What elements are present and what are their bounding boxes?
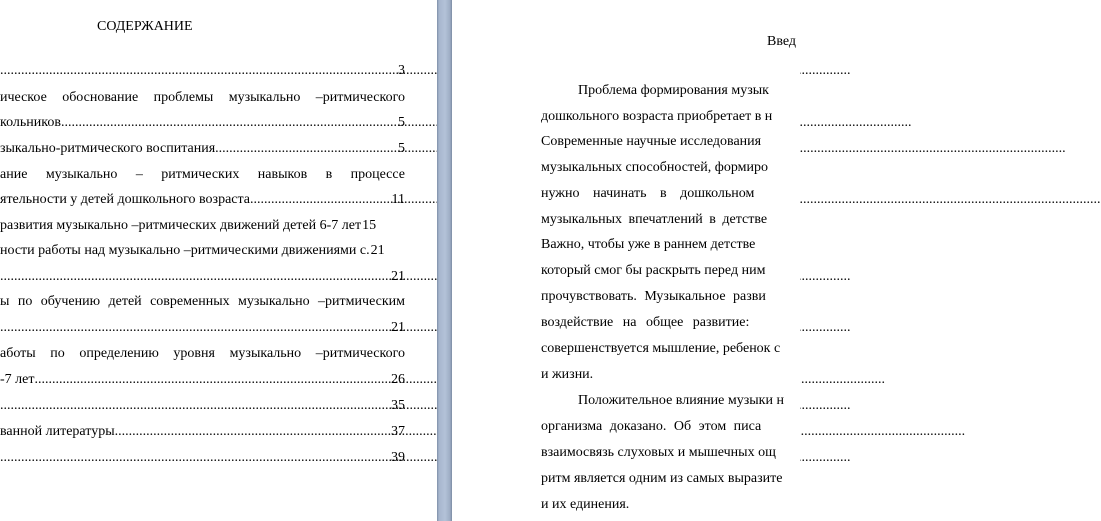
- toc-page-number: 21: [370, 243, 385, 258]
- dot-leader: [0, 448, 390, 468]
- dot-leader: [61, 113, 397, 133]
- toc-entry[interactable]: кольников ..... 5: [0, 113, 405, 133]
- toc-page-number: 21: [391, 320, 405, 335]
- text-line: воздействие на общее развитие:: [541, 315, 750, 330]
- toc-page-number: 11: [391, 192, 405, 207]
- toc-entry[interactable]: [0, 396, 405, 416]
- toc-entry[interactable]: [0, 61, 405, 81]
- text-line: дошкольного возраста приобретает в н: [541, 109, 773, 124]
- toc-entry[interactable]: [0, 267, 405, 287]
- toc-page-number: 39: [391, 450, 405, 465]
- dot-leader: [0, 396, 390, 416]
- dot-leader: [0, 318, 390, 338]
- toc-entry[interactable]: аботы по определению уровня музыкально –ритмического: [0, 346, 405, 361]
- text-line: совершенствуется мышление, ребенок с: [541, 341, 781, 356]
- toc-entry[interactable]: ы по обучению детей современных музыкально –ритмическим: [0, 294, 405, 309]
- dot-leader: [115, 422, 390, 442]
- toc-entry[interactable]: ности работы над музыкально –ритмическими движениями с. 21: [0, 241, 406, 261]
- text-line: прочувствовать. Музыкальное разви: [541, 289, 766, 304]
- text-line: Положительное влияние музыки н: [578, 393, 784, 408]
- dot-leader: [34, 370, 390, 390]
- toc-entry[interactable]: ятельности у детей дошкольного возраста ..... 11: [0, 190, 405, 210]
- toc-page-number: 26: [391, 372, 405, 387]
- text-line: который смог бы раскрыть перед ним: [541, 263, 766, 278]
- text-line: ритм является одним из самых выразите: [541, 471, 783, 486]
- page-gap: [437, 0, 452, 521]
- toc-page-number: 37: [391, 424, 405, 439]
- text-line: нужно начинать в дошкольном: [541, 186, 755, 201]
- toc-title: СОДЕРЖАНИЕ: [97, 19, 193, 34]
- text-line: и их единения.: [541, 497, 630, 512]
- toc-entry[interactable]: развития музыкально –ритмических движений детей 6-7 лет 15: [0, 216, 406, 236]
- section-title: Введ: [767, 34, 797, 49]
- dot-leader: [250, 190, 391, 210]
- text-line: организма доказано. Об этом писа: [541, 419, 762, 434]
- toc-page-number: 35: [391, 398, 405, 413]
- dot-leader: [0, 61, 397, 81]
- text-line: музыкальных впечатлений в детстве: [541, 212, 768, 227]
- toc-entry[interactable]: -7 лет ..... 26: [0, 370, 405, 390]
- text-line: Проблема формирования музык: [578, 83, 769, 98]
- toc-page-number: 3: [398, 63, 405, 78]
- text-line: Современные научные исследования: [541, 134, 762, 149]
- text-line: музыкальных способностей, формиро: [541, 160, 768, 175]
- toc-entry[interactable]: зыкально-ритмического воспитания ..... 5: [0, 139, 405, 159]
- text-line: и жизни.: [541, 367, 594, 382]
- toc-page-number: 5: [398, 141, 405, 156]
- toc-entry[interactable]: ическое обоснование проблемы музыкально –ритмического: [0, 90, 405, 105]
- dot-leader: [0, 267, 390, 287]
- toc-page: [0, 0, 437, 521]
- dot-leader: [215, 139, 397, 159]
- text-line: Важно, чтобы уже в раннем детстве: [541, 237, 756, 252]
- toc-entry[interactable]: [0, 448, 405, 468]
- toc-entry[interactable]: ание музыкально – ритмических навыков в процессе: [0, 167, 405, 182]
- toc-page-number: 15: [362, 218, 377, 233]
- toc-entry[interactable]: ванной литературы ..... 37: [0, 422, 405, 442]
- text-line: взаимосвязь слуховых и мышечных ощ: [541, 445, 776, 460]
- toc-page-number: 5: [398, 115, 405, 130]
- toc-page-number: 21: [391, 269, 405, 284]
- introduction-page: [452, 0, 800, 521]
- toc-entry[interactable]: [0, 318, 405, 338]
